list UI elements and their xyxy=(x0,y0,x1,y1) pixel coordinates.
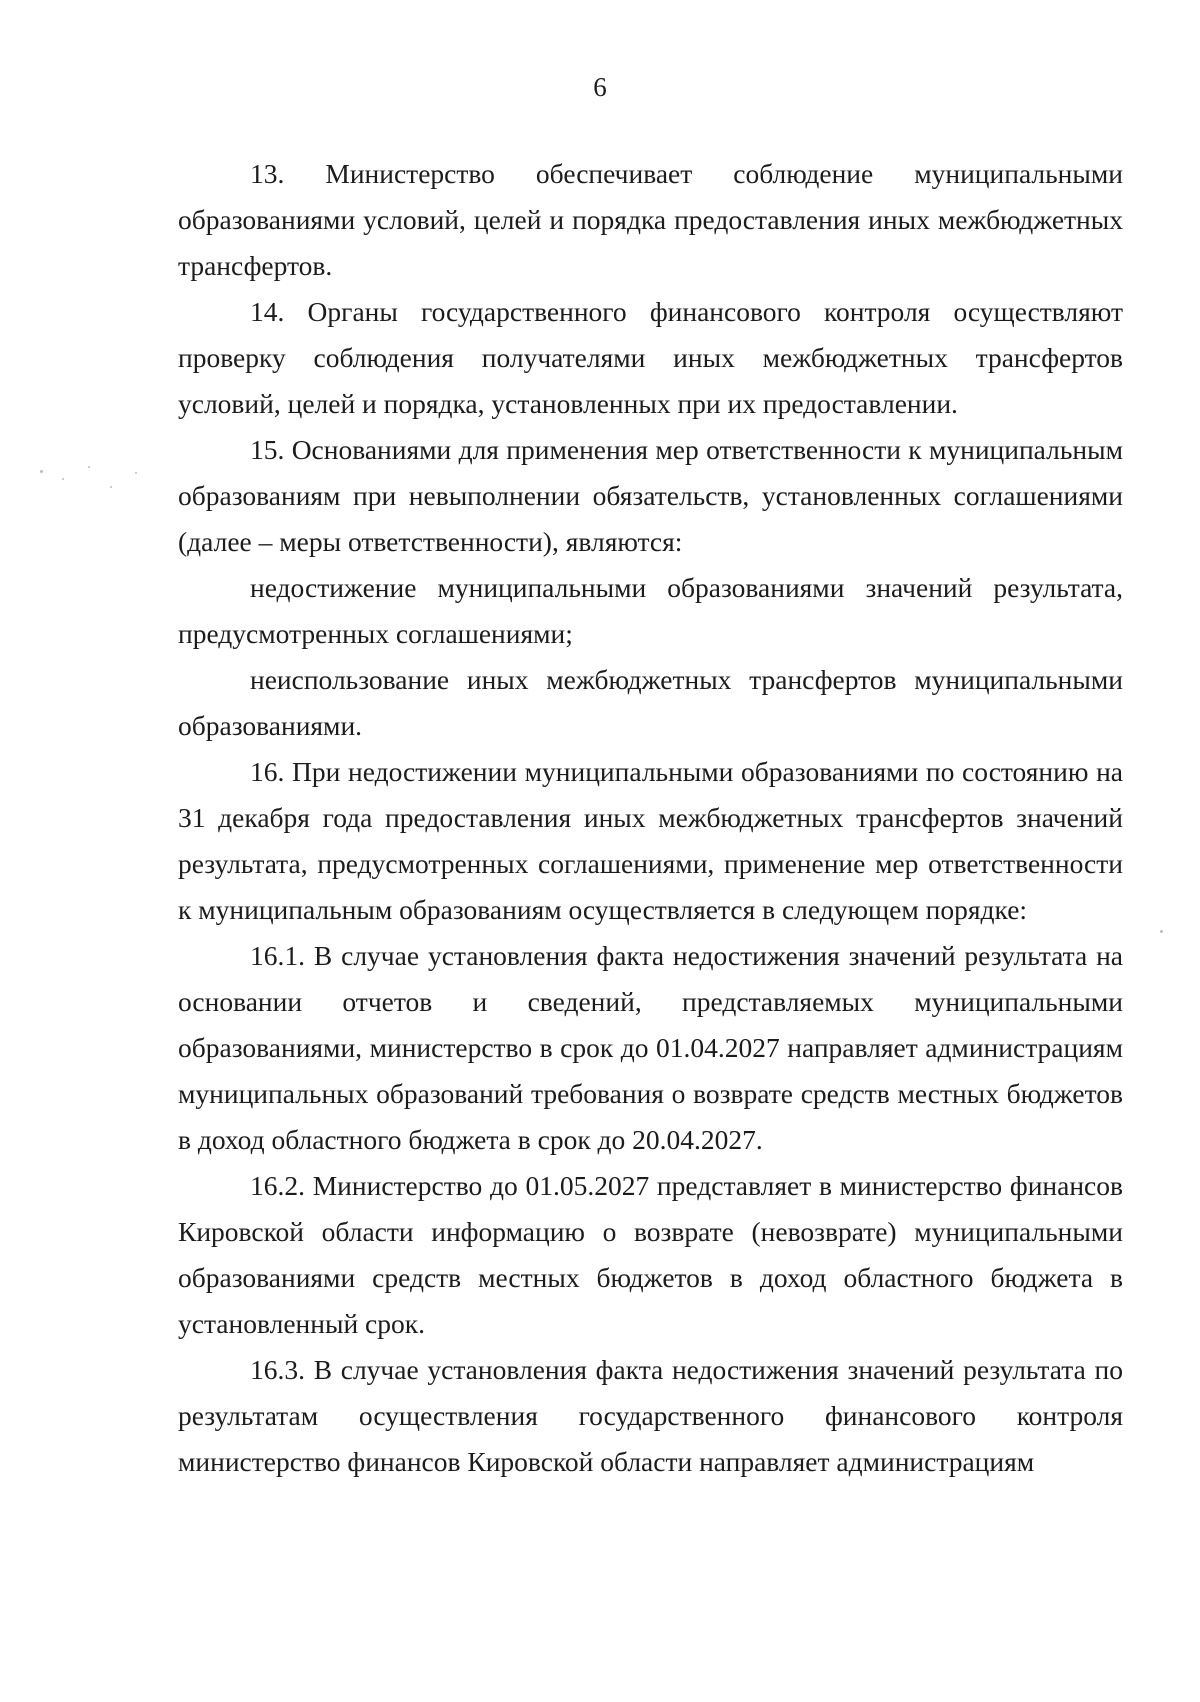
paragraph-13: 13. Министерство обеспечивает соблюдение муниципальными образованиями условий, целей и порядка предоставления иных межбюджетных трансфертов. xyxy=(178,158,1123,281)
scan-artifact xyxy=(1160,930,1163,933)
paragraph-16-2: 16.2. Министерство до 01.05.2027 представляет в министерство финансов Кировской области информацию о возврате (невозврате) муниципальными образованиями средств местных бюджетов в доход областного бюджета в установленный срок. xyxy=(178,1170,1123,1339)
paragraph-16-3: 16.3. В случае установления факта недостижения значений результата по результатам осуществления государственного финансового контроля министерство финансов Кировской области направляет администрациям xyxy=(178,1354,1123,1477)
document-body xyxy=(178,151,1123,1485)
paragraph-14: 14. Органы государственного финансового контроля осуществляют проверку соблюдения получателями иных межбюджетных трансфертов условий, целей и порядка, установленных при их предоставлении. xyxy=(178,296,1123,419)
page-number: 6 xyxy=(593,72,607,102)
scan-artifact xyxy=(110,486,112,488)
scan-artifact xyxy=(88,466,90,468)
paragraph-15-item-1: недостижение муниципальными образованиями значений результата, предусмотренных соглашениями; xyxy=(178,572,1123,649)
scan-artifact xyxy=(62,478,64,480)
scan-artifact xyxy=(40,470,43,473)
paragraph-16: 16. При недостижении муниципальными образованиями по состоянию на 31 декабря года предоставления иных межбюджетных трансфертов значений результата, предусмотренных соглашениями, применение мер ответственности к муниципальным образованиям осуществляется в следующем порядке: xyxy=(178,756,1123,925)
paragraph-15: 15. Основаниями для применения мер ответственности к муниципальным образованиям при невыполнении обязательств, установленных соглашениями (далее – меры ответственности), являются: xyxy=(178,434,1123,557)
paragraph-16-1: 16.1. В случае установления факта недостижения значений результата на основании отчетов и сведений, представляемых муниципальными образованиями, министерство в срок до 01.04.2027 направляет администрациям муниципальных образований требования о возврате средств местных бюджетов в доход областного бюджета в срок до 20.04.2027. xyxy=(178,940,1123,1155)
scan-artifact xyxy=(135,472,137,474)
paragraph-15-item-2: неиспользование иных межбюджетных трансфертов муниципальными образованиями. xyxy=(178,664,1123,741)
